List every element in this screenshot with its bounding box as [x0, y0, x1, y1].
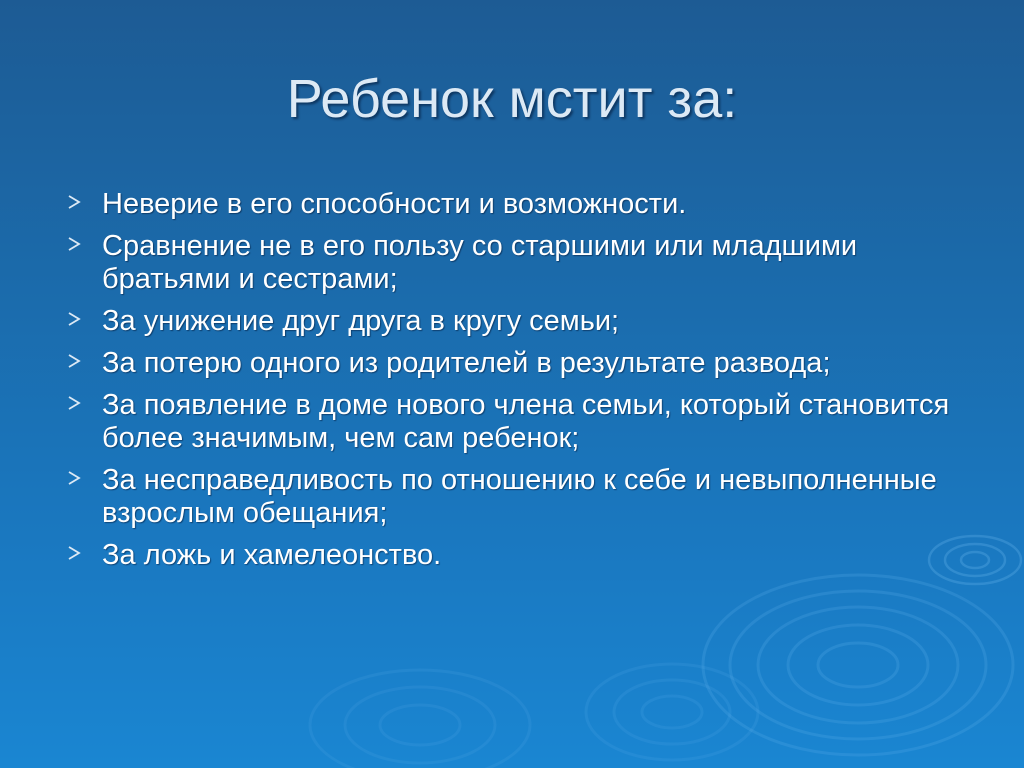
list-item	[66, 347, 986, 380]
list-item	[66, 464, 986, 530]
slide-title: Ребенок мстит за:	[286, 69, 738, 129]
bullet-text: Неверие в его способности и возможности.	[102, 188, 687, 220]
bullet-text: За появление в доме нового члена семьи, который становится более значимым, чем сам ребенок;	[102, 389, 950, 454]
bullet-text: За несправедливость по отношению к себе и невыполненные взрослым обещания;	[102, 464, 937, 529]
bullet-list	[66, 188, 986, 581]
chevron-right-icon	[66, 545, 82, 561]
chevron-right-icon	[66, 236, 82, 252]
chevron-right-icon	[66, 311, 82, 327]
bullet-text: Сравнение не в его пользу со старшими или младшими братьями и сестрами;	[102, 230, 858, 295]
chevron-right-icon	[66, 353, 82, 369]
chevron-right-icon	[66, 194, 82, 210]
list-item	[66, 389, 986, 455]
bullet-text: За ложь и хамелеонство.	[102, 539, 442, 571]
list-item	[66, 230, 986, 296]
bullet-text: За потерю одного из родителей в результате развода;	[102, 347, 831, 379]
bullet-text: За унижение друг друга в кругу семьи;	[102, 305, 620, 337]
list-item	[66, 539, 986, 572]
list-item	[66, 188, 986, 221]
chevron-right-icon	[66, 395, 82, 411]
list-item	[66, 305, 986, 338]
chevron-right-icon	[66, 470, 82, 486]
